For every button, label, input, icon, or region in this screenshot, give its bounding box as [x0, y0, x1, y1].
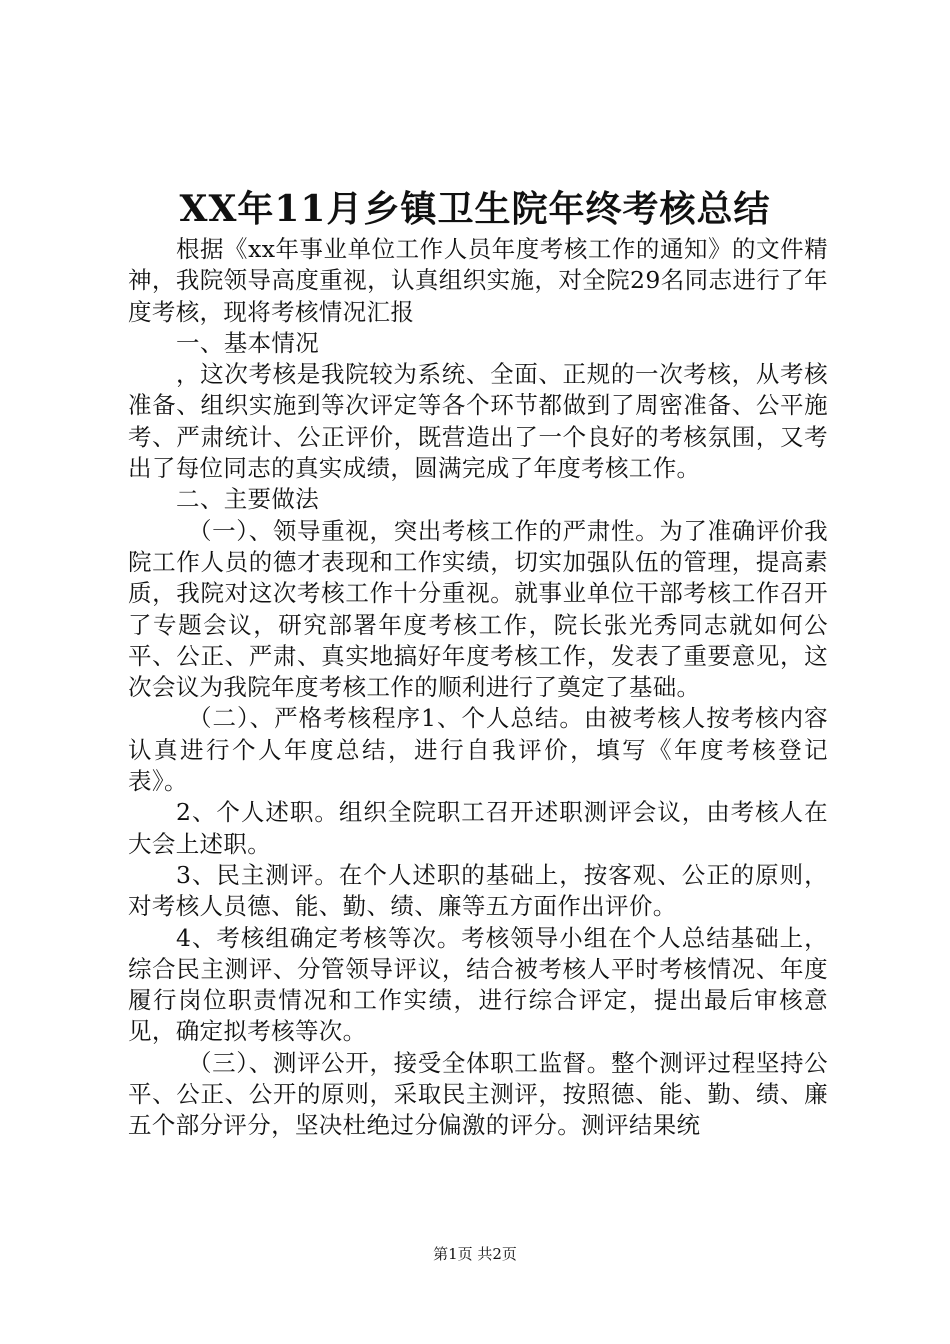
document-body	[128, 234, 828, 1142]
paragraph-method-2: （二）、严格考核程序1、个人总结。由被考核人按考核内容认真进行个人年度总结，进行自我评价，填写《年度考核登记表》。	[128, 704, 828, 796]
paragraph-step-4: 4、考核组确定考核等次。考核领导小组在个人总结基础上，综合民主测评、分管领导评议，结合被考核人平时考核情况、年度履行岗位职责情况和工作实绩，进行综合评定，提出最后审核意见，确定拟考核等次。	[128, 923, 828, 1046]
paragraph-method-1: （一）、领导重视，突出考核工作的严肃性。为了准确评价我院工作人员的德才表现和工作实绩，切实加强队伍的管理，提高素质，我院对这次考核工作十分重视。就事业单位干部考核工作召开了专题会议，研究部署年度考核工作，院长张光秀同志就如何公平、公正、严肃、真实地搞好年度考核工作，发表了重要意见，这次会议为我院年度考核工作的顺利进行了奠定了基础。	[128, 516, 828, 702]
paragraph-method-3: （三）、测评公开，接受全体职工监督。整个测评过程坚持公平、公正、公开的原则，采取民主测评，按照德、能、勤、绩、廉五个部分评分，坚决杜绝过分偏激的评分。测评结果统	[128, 1048, 828, 1140]
paragraph-basic-situation: ，这次考核是我院较为系统、全面、正规的一次考核，从考核准备、组织实施到等次评定等各个环节都做到了周密准备、公平施考、严肃统计、公正评价，既营造出了一个良好的考核氛围，又考出了每位同志的真实成绩，圆满完成了年度考核工作。	[128, 360, 828, 483]
section-heading-main-methods: 二、主要做法	[176, 485, 320, 514]
page-footer: 第1页 共2页	[433, 1245, 517, 1263]
section-heading-basic-situation: 一、基本情况	[176, 328, 320, 357]
paragraph-intro: 根据《xx年事业单位工作人员年度考核工作的通知》的文件精神，我院领导高度重视，认真组织实施，对全院29名同志进行了年度考核，现将考核情况汇报	[128, 235, 828, 326]
paragraph-step-2: 2、个人述职。组织全院职工召开述职测评会议，由考核人在大会上述职。	[128, 798, 828, 858]
document-title: XX年11月乡镇卫生院年终考核总结	[179, 188, 771, 230]
paragraph-step-3: 3、民主测评。在个人述职的基础上，按客观、公正的原则，对考核人员德、能、勤、绩、廉等五方面作出评价。	[128, 860, 828, 921]
